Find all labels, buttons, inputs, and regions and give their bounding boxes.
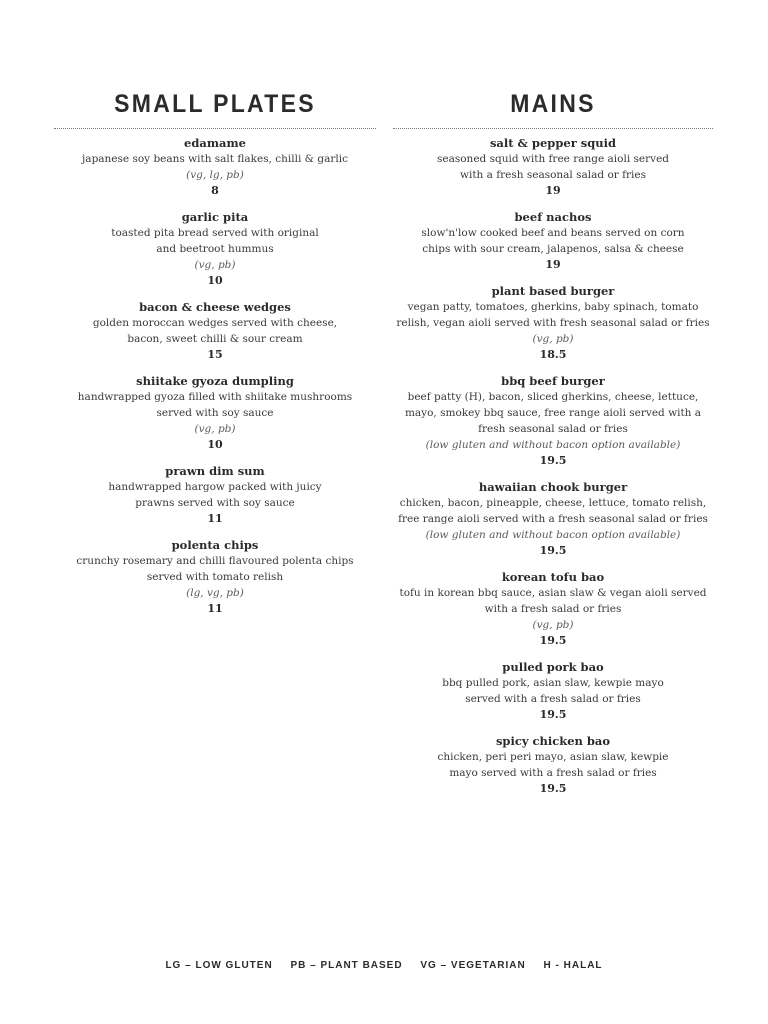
item-dietary-tags: (lg, vg, pb) xyxy=(186,587,244,599)
menu-item xyxy=(393,373,713,469)
item-name: prawn dim sum xyxy=(165,464,265,478)
item-name: shiitake gyoza dumpling xyxy=(136,374,294,388)
menu-item xyxy=(393,283,713,363)
item-description: golden moroccan wedges served with cheese, bacon, sweet chilli & sour cream xyxy=(92,317,338,345)
legend-halal: H - HALAL xyxy=(543,960,603,971)
item-description: beef patty (H), bacon, sliced gherkins, cheese, lettuce, mayo, smokey bbq sauce, free range aioli served with a fresh seasonal salad or fries xyxy=(404,391,702,435)
item-description: japanese soy beans with salt flakes, chilli & garlic xyxy=(82,153,348,165)
item-description: tofu in korean bbq sauce, asian slaw & vegan aioli served with a fresh salad or fries xyxy=(399,587,707,615)
menu-item xyxy=(54,135,376,199)
item-name: garlic pita xyxy=(181,210,249,224)
item-price: 10 xyxy=(207,438,223,451)
item-price: 15 xyxy=(207,348,223,361)
menu-item xyxy=(54,463,376,527)
item-description: handwrapped hargow packed with juicy prawns served with soy sauce xyxy=(108,481,322,509)
item-description: bbq pulled pork, asian slaw, kewpie mayo served with a fresh salad or fries xyxy=(442,677,664,705)
dietary-legend xyxy=(0,960,768,971)
dotted-divider xyxy=(54,128,376,129)
menu-item xyxy=(393,135,713,199)
item-option-note: (low gluten and without bacon option available) xyxy=(425,439,681,451)
item-price: 11 xyxy=(207,512,223,525)
item-price: 10 xyxy=(207,274,223,287)
small-plates-column xyxy=(54,86,376,627)
item-description: handwrapped gyoza filled with shiitake mushrooms served with soy sauce xyxy=(77,391,353,419)
item-name: beef nachos xyxy=(514,210,592,224)
item-option-note: (low gluten and without bacon option available) xyxy=(425,529,681,541)
item-price: 19.5 xyxy=(539,708,567,721)
menu-item xyxy=(393,209,713,273)
item-price: 11 xyxy=(207,602,223,615)
item-name: pulled pork bao xyxy=(502,660,604,674)
item-name: korean tofu bao xyxy=(501,570,605,584)
item-name: hawaiian chook burger xyxy=(478,480,628,494)
menu-item xyxy=(393,479,713,559)
item-price: 8 xyxy=(211,184,219,197)
item-description: chicken, bacon, pineapple, cheese, lettuce, tomato relish, free range aioli served with a fresh seasonal salad or fries xyxy=(398,497,708,525)
item-price: 19.5 xyxy=(539,454,567,467)
item-name: salt & pepper squid xyxy=(489,136,617,150)
dotted-divider xyxy=(393,128,713,129)
item-description: vegan patty, tomatoes, gherkins, baby spinach, tomato relish, vegan aioli served with fresh seasonal salad or fries xyxy=(396,301,710,329)
item-description: toasted pita bread served with original and beetroot hummus xyxy=(111,227,319,255)
item-name: spicy chicken bao xyxy=(495,734,611,748)
menu-item xyxy=(393,569,713,649)
legend-plant-based: PB – PLANT BASED xyxy=(290,960,403,971)
item-description: crunchy rosemary and chilli flavoured polenta chips served with tomato relish xyxy=(76,555,354,583)
menu-item xyxy=(54,373,376,453)
item-price: 19.5 xyxy=(539,782,567,795)
item-description: seasoned squid with free range aioli served with a fresh seasonal salad or fries xyxy=(436,153,670,181)
menu-item xyxy=(54,209,376,289)
item-dietary-tags: (vg, pb) xyxy=(194,423,236,435)
menu-item xyxy=(54,537,376,617)
item-name: polenta chips xyxy=(171,538,259,552)
menu-item xyxy=(393,733,713,797)
item-description: chicken, peri peri mayo, asian slaw, kewpie mayo served with a fresh salad or fries xyxy=(437,751,669,779)
mains-heading: MAINS xyxy=(510,90,596,118)
small-plates-heading: SMALL PLATES xyxy=(114,90,316,118)
item-name: plant based burger xyxy=(491,284,615,298)
item-dietary-tags: (vg, pb) xyxy=(532,333,574,345)
mains-column xyxy=(393,86,713,807)
item-name: edamame xyxy=(184,136,246,150)
menu-item xyxy=(54,299,376,363)
item-price: 19.5 xyxy=(539,634,567,647)
item-price: 18.5 xyxy=(539,348,567,361)
item-description: slow'n'low cooked beef and beans served on corn chips with sour cream, jalapenos, salsa & cheese xyxy=(421,227,685,255)
item-price: 19.5 xyxy=(539,544,567,557)
item-dietary-tags: (vg, lg, pb) xyxy=(186,169,244,181)
item-price: 19 xyxy=(545,184,561,197)
menu-item xyxy=(393,659,713,723)
item-price: 19 xyxy=(545,258,561,271)
legend-low-gluten: LG – LOW GLUTEN xyxy=(165,960,273,971)
item-dietary-tags: (vg, pb) xyxy=(532,619,574,631)
item-dietary-tags: (vg, pb) xyxy=(194,259,236,271)
legend-vegetarian: VG – VEGETARIAN xyxy=(420,960,526,971)
item-name: bacon & cheese wedges xyxy=(139,300,291,314)
item-name: bbq beef burger xyxy=(501,374,605,388)
